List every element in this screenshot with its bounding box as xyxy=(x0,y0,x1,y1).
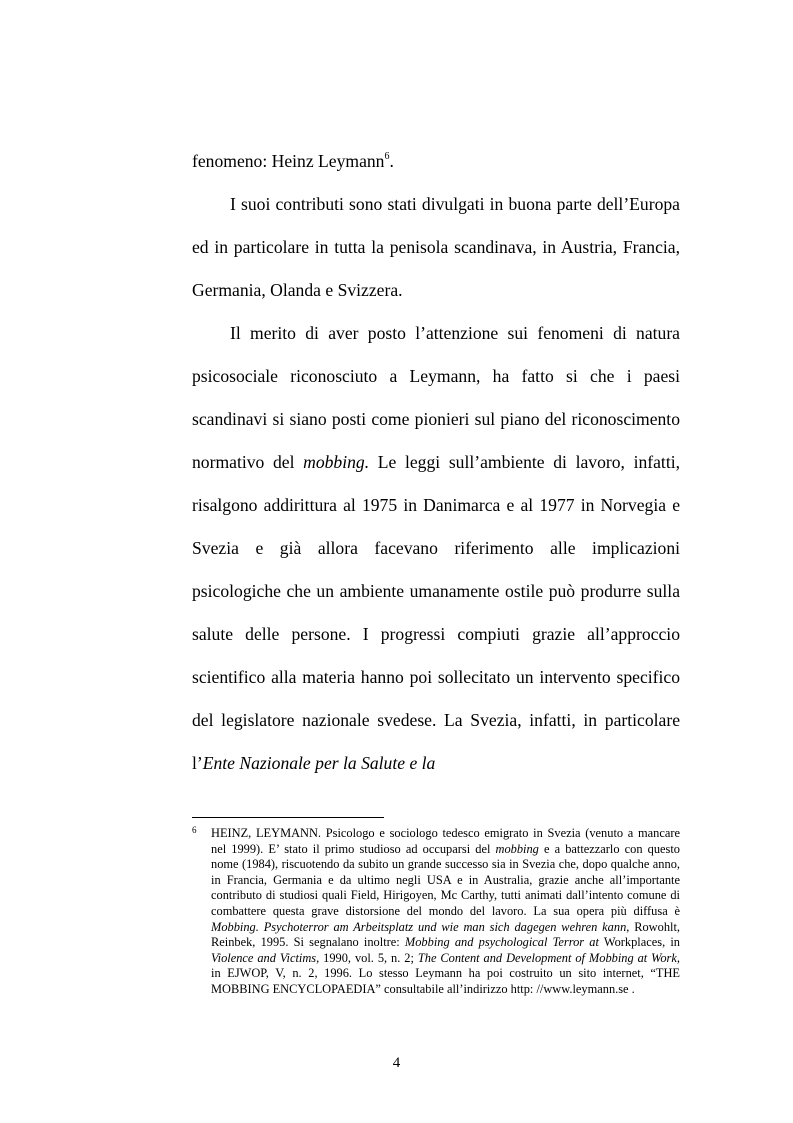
footnote-marker: 6 xyxy=(192,825,197,835)
paragraph-text: fenomeno: Heinz Leymann xyxy=(192,151,385,171)
body-text xyxy=(192,140,680,785)
footnote-italic: The Content and Development of Mobbing at Work, xyxy=(417,950,680,965)
footnote-separator xyxy=(192,817,384,818)
italic-term: mobbing. xyxy=(303,452,370,472)
footnote-italic: Mobbing and psychological Terror at xyxy=(404,935,599,950)
footnote-segment: e a battezzarlo con questo nome (1984), riscuotendo da subito un grande successo sia in Svezia che, dopo qualche anno, in Francia, Germania e da ultimo negli USA e in Australia, grazie anche all’importante contributo di studiosi quali Field, Hirigoyen, Mc Carthy, tutti animati dall’intento comune di combattere questa grave distorsione del mondo del lavoro. La sua opera più diffusa è xyxy=(211,841,680,918)
footnote-segment: 1990, vol. 5, n. 2; xyxy=(319,950,418,965)
paragraph-text: Il merito di aver posto l’attenzione sui fenomeni di natura psicosociale riconosciuto a Leymann, ha fatto si che i paesi scandinavi si siano posti come pionieri sul piano del riconoscimento normativo del xyxy=(192,323,680,472)
footnote-italic: Violence and Victims, xyxy=(211,950,320,965)
page-number: 4 xyxy=(392,1055,401,1071)
footnote xyxy=(192,826,680,998)
footnote-segment: , Rowohlt, Reinbek, 1995. Si segnalano inoltre: xyxy=(211,919,680,950)
footnote-segment: HEINZ, LEYMANN. Psicologo e sociologo tedesco emigrato in Svezia (venuto a mancare nel 1999). E’ stato il primo studioso ad occuparsi del xyxy=(211,826,680,856)
footnote-text xyxy=(192,826,680,998)
paragraph-1 xyxy=(192,140,680,183)
footnote-reference: 6 xyxy=(384,151,390,162)
footnote-italic: Mobbing. Psychoterror am Arbeitsplatz und wie man sich dagegen wehren kann xyxy=(211,919,627,934)
footnote-italic: mobbing xyxy=(495,841,539,856)
paragraph-3 xyxy=(192,312,680,785)
footnote-segment: Workplaces, in xyxy=(598,935,680,950)
paragraph-text: Le leggi sull’ambiente di lavoro, infatti, risalgono addirittura al 1975 in Danimarca e al 1977 in Norvegia e Svezia e già allora facevano riferimento alle implicazioni psicologiche che un ambiente umanamente ostile può produrre sulla salute delle persone. I progressi compiuti grazie all’approccio scientifico alla materia hanno poi sollecitato un intervento specifico del legislatore nazionale svedese. La Svezia, infatti, in particolare l’ xyxy=(192,452,680,773)
footnote-segment: in EJWOP, V, n. 2, 1996. Lo stesso Leymann ha poi costruito un sito internet, “THE MOBBING ENCYCLOPAEDIA” consultabile all’indirizzo http: //www.leymann.se . xyxy=(211,966,680,996)
paragraph-text: . xyxy=(389,151,394,171)
paragraph-2: I suoi contributi sono stati divulgati in buona parte dell’Europa ed in particolare in tutta la penisola scandinava, in Austria, Francia, Germania, Olanda e Svizzera. xyxy=(192,194,680,300)
italic-term: Ente Nazionale per la Salute e la xyxy=(202,753,436,773)
